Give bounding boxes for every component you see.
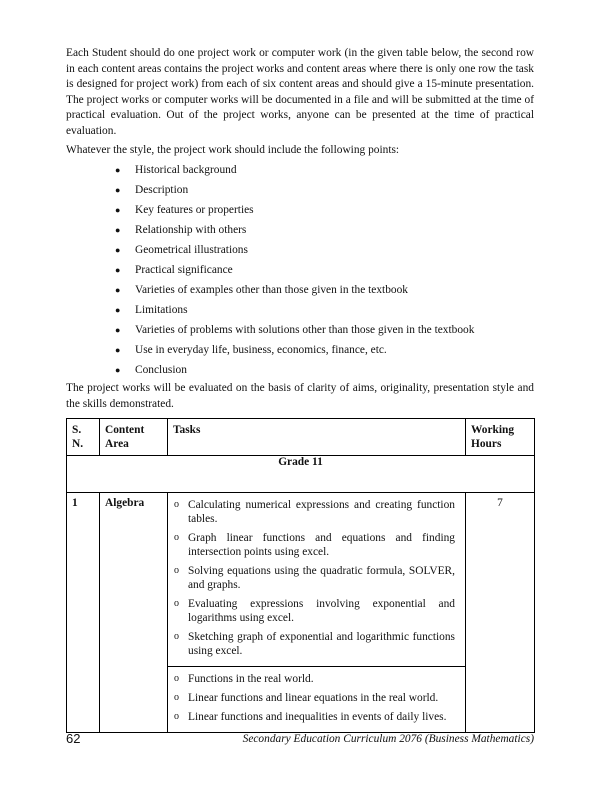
list-item: ● Limitations [66, 300, 534, 320]
computer-work-tasks [168, 493, 465, 666]
task-item: o Graph linear functions and equations and finding intersection points using excel. [174, 532, 455, 559]
list-item: ● Conclusion [66, 360, 534, 380]
evaluation-paragraph: The project works will be evaluated on the basis of clarity of aims, originality, presentation style and the skills demonstrated. [66, 382, 534, 410]
bullet-icon: ● [115, 245, 121, 256]
circle-bullet-icon: o [174, 565, 179, 577]
task-item: o Evaluating expressions involving exponential and logarithms using excel. [174, 598, 455, 625]
bullet-icon: ● [115, 165, 121, 176]
bullet-icon: ● [115, 365, 121, 376]
circle-bullet-icon: o [174, 532, 179, 544]
list-item: ● Use in everyday life, business, economics, finance, etc. [66, 340, 534, 360]
footer-title: Secondary Education Curriculum 2076 (Business Mathematics) [242, 733, 534, 745]
task-item: o Calculating numerical expressions and creating function tables. [174, 499, 455, 526]
header-working-hours: Working Hours [466, 419, 535, 456]
task-item: o Sketching graph of exponential and logarithmic functions using excel. [174, 631, 455, 658]
circle-bullet-icon: o [174, 673, 179, 685]
list-item: ● Description [66, 180, 534, 200]
list-item: ● Practical significance [66, 260, 534, 280]
list-item: ● Historical background [66, 160, 534, 180]
points-list [66, 160, 534, 380]
task-item: o Functions in the real world. [174, 673, 314, 686]
circle-bullet-icon: o [174, 692, 179, 704]
tasks-table [66, 418, 535, 733]
header-sn: S. N. [67, 419, 100, 456]
header-content-area: Content Area [100, 419, 168, 456]
row-content-area: Algebra [100, 493, 168, 733]
row-tasks [168, 493, 466, 733]
bullet-icon: ● [115, 265, 121, 276]
task-item: o Linear functions and inequalities in events of daily lives. [174, 711, 447, 724]
document-page [66, 46, 534, 733]
row-sn: 1 [67, 493, 100, 733]
header-tasks: Tasks [168, 419, 466, 456]
bullet-icon: ● [115, 305, 121, 316]
circle-bullet-icon: o [174, 631, 179, 643]
grade-row [67, 456, 535, 493]
list-item: ● Geometrical illustrations [66, 240, 534, 260]
bullet-icon: ● [115, 185, 121, 196]
task-item: o Linear functions and linear equations in the real world. [174, 692, 439, 705]
circle-bullet-icon: o [174, 598, 179, 610]
table-header-row [67, 419, 535, 456]
circle-bullet-icon: o [174, 499, 179, 511]
bullet-icon: ● [115, 325, 121, 336]
row-working-hours: 7 [466, 493, 535, 733]
grade-label: Grade 11 [67, 456, 535, 493]
list-item: ● Varieties of problems with solutions other than those given in the textbook [66, 320, 534, 340]
page-number: 62 [66, 731, 81, 746]
bullet-icon: ● [115, 285, 121, 296]
project-work-tasks [168, 666, 465, 732]
points-intro-paragraph: Whatever the style, the project work should include the following points: [66, 143, 400, 156]
list-item: ● Varieties of examples other than those given in the textbook [66, 280, 534, 300]
bullet-icon: ● [115, 225, 121, 236]
bullet-icon: ● [115, 345, 121, 356]
list-item: ● Relationship with others [66, 220, 534, 240]
task-item: o Solving equations using the quadratic formula, SOLVER, and graphs. [174, 565, 455, 592]
list-item: ● Key features or properties [66, 200, 534, 220]
bullet-icon: ● [115, 205, 121, 216]
circle-bullet-icon: o [174, 711, 179, 723]
page-footer [66, 731, 534, 751]
table-row [67, 493, 535, 733]
intro-paragraph: Each Student should do one project work or computer work (in the given table below, the second row in each content areas contains the project works and content areas where there is only one row the task is designed for project work) from each of six content areas and should give a 15-minute presentation. The project works or computer works will be documented in a file and will be submitted at the time of practical evaluation. Out of the project works, anyone can be presented at the time of practical evaluation. [66, 47, 534, 137]
